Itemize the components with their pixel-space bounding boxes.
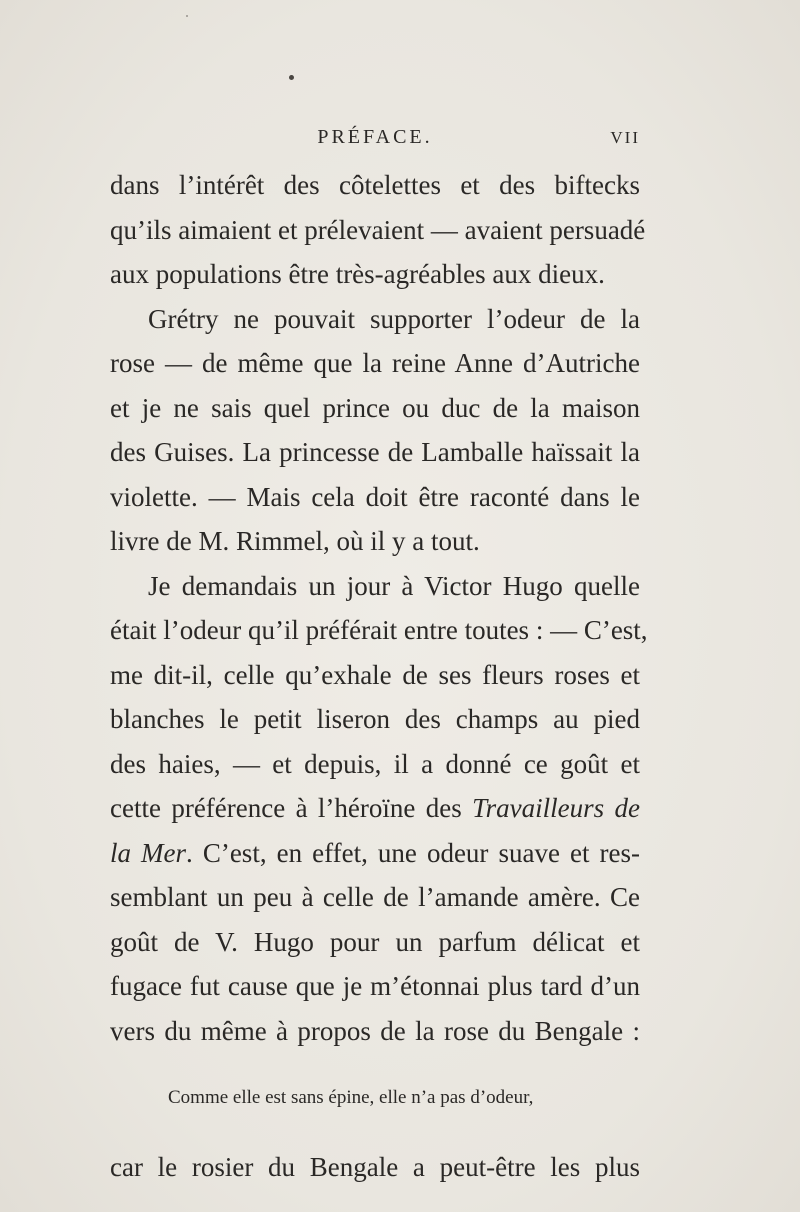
text-line: semblant un peu à celle de l’amande amère. Ce xyxy=(110,882,640,912)
text-line: blanches le petit liseron des champs au pied xyxy=(110,704,640,734)
text-line: car le rosier du Bengale a peut-être les plus xyxy=(110,1152,640,1182)
italic-book-title: Travailleurs de xyxy=(472,793,640,823)
text-line: dans l’intérêt des côtelettes et des biftecks xyxy=(110,170,640,200)
speck-mark xyxy=(289,75,294,80)
text-line: était l’odeur qu’il préférait entre toutes : — C’est, xyxy=(110,615,648,645)
text-line: des Guises. La princesse de Lamballe haïssait la xyxy=(110,437,640,467)
text-line: goût de V. Hugo pour un parfum délicat et xyxy=(110,926,640,957)
text-line: et je ne sais quel prince ou duc de la maison xyxy=(110,392,640,423)
paragraph-first-line: Grétry ne pouvait supporter l’odeur de la xyxy=(148,303,640,334)
text-line: fugace fut cause que je m’étonnai plus tard d’un xyxy=(110,971,640,1001)
paragraph-first-line: Je demandais un jour à Victor Hugo quelle xyxy=(148,570,640,601)
text-segment: cette préférence à l’héroïne des xyxy=(110,793,462,823)
text-line-with-title xyxy=(110,786,640,831)
verse-quotation: Comme elle est sans épine, elle n’a pas d’odeur, xyxy=(168,1087,534,1108)
speck-mark xyxy=(186,15,188,17)
text-line: vers du même à propos de la rose du Bengale : xyxy=(110,1015,640,1046)
running-title: PRÉFACE. xyxy=(317,126,433,148)
page-number: VII xyxy=(610,128,640,147)
page-header xyxy=(110,121,640,151)
text-segment: . C’est, en effet, une odeur suave et res- xyxy=(186,837,640,868)
text-block xyxy=(110,163,648,1190)
text-line: qu’ils aimaient et prélevaient — avaient persuadé xyxy=(110,214,646,245)
text-line: aux populations être très-agréables aux dieux. xyxy=(110,259,605,289)
text-line-with-title xyxy=(110,831,640,876)
text-line: rose — de même que la reine Anne d’Autriche xyxy=(110,348,640,378)
text-line: des haies, — et depuis, il a donné ce goût et xyxy=(110,748,640,779)
italic-book-title: la Mer xyxy=(110,837,187,868)
text-line: me dit-il, celle qu’exhale de ses fleurs roses et xyxy=(110,659,640,690)
text-line: livre de M. Rimmel, où il y a tout. xyxy=(110,526,480,556)
text-line: violette. — Mais cela doit être raconté dans le xyxy=(110,481,640,512)
